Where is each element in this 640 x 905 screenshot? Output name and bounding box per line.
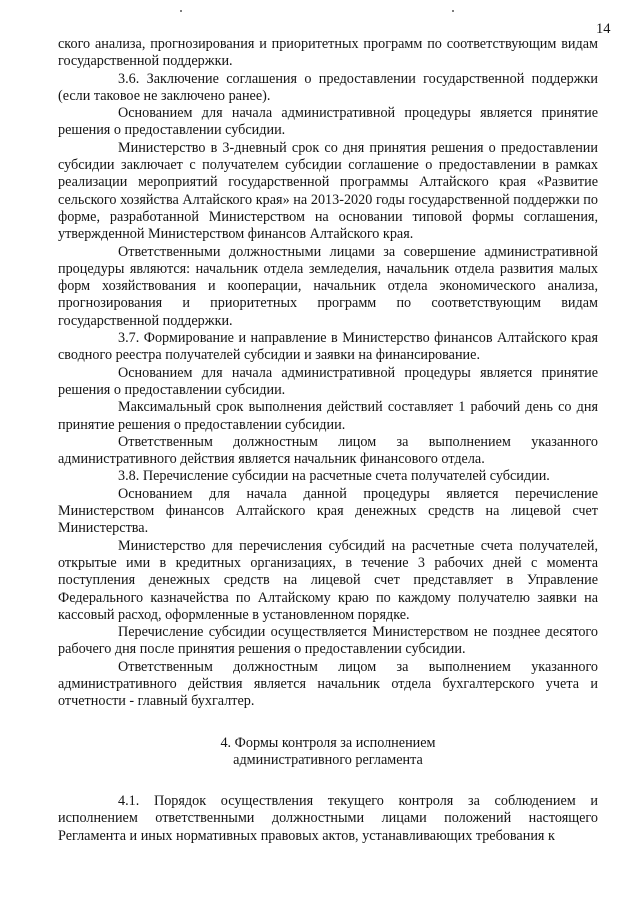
section-heading-line: административного регламента	[233, 751, 423, 768]
paragraph: Перечисление субсидии осуществляется Министерством не позднее десятого рабочего дня после принятия решения о предоставлении субсидии.	[58, 624, 598, 658]
paragraph: Основанием для начала данной процедуры является перечисление Министерством финансов Алтайского края денежных средств на лицевой счет Министерства.	[58, 485, 598, 537]
section-heading	[58, 735, 598, 770]
scan-dot	[180, 10, 182, 12]
page-number: 14	[596, 21, 611, 37]
scan-dot	[452, 10, 454, 12]
paragraph: 3.7. Формирование и направление в Министерство финансов Алтайского края сводного реестра получателей субсидии и заявки на финансирование.	[58, 330, 598, 364]
paragraph: Основанием для начала административной процедуры является принятие решения о предоставлении субсидии.	[58, 364, 598, 398]
section-heading-line: 4. Формы контроля за исполнением	[220, 734, 436, 751]
paragraph: Ответственным должностным лицом за выполнением указанного административного действия является начальник финансового отдела.	[58, 433, 598, 468]
paragraph: Ответственными должностными лицами за совершение административной процедуры являются: начальник отдела земледелия, начальник отдела развития малых форм хозяйствования и кооперации, начальник отдела экономического анализа, прогнозирования и приоритетных программ по соответствующим видам государственной поддержки.	[58, 243, 598, 329]
paragraph: Ответственным должностным лицом за выполнением указанного административного действия является начальник отдела бухгалтерского учета и отчетности - главный бухгалтер.	[58, 658, 598, 710]
paragraph: Министерство в 3-дневный срок со дня принятия решения о предоставлении субсидии заключает с получателем субсидии соглашение о предоставлении в рамках реализации мероприятий государственной программы Алтайского края «Развитие сельского хозяйства Алтайского края» на 2013-2020 годы государственной поддержки по форме, разработанной Министерством на основании типовой формы соглашения, утвержденной Министерством финансов Алтайского края.	[58, 139, 598, 243]
paragraph: ского анализа, прогнозирования и приоритетных программ по соответствующим видам государственной поддержки.	[58, 36, 598, 70]
paragraph: Министерство для перечисления субсидий на расчетные счета получателей, открытые ими в кредитных организациях, в течение 3 рабочих дней с момента поступления денежных средств на лицевой счет представляет в Управление Федерального казначейства по Алтайскому краю по каждому получателю заявки на кассовый расход, оформленные в установленном порядке.	[58, 537, 598, 623]
paragraph: 3.6. Заключение соглашения о предоставлении государственной поддержки (если таковое не заключено ранее).	[58, 70, 598, 104]
paragraph: 3.8. Перечисление субсидии на расчетные счета получателей субсидии.	[118, 468, 550, 485]
document-body	[58, 36, 598, 845]
paragraph: Максимальный срок выполнения действий составляет 1 рабочий день со дня принятие решения о предоставлении субсидии.	[58, 399, 598, 433]
paragraph: 4.1. Порядок осуществления текущего контроля за соблюдением и исполнением ответственными должностными лицами положений настоящего Регламента и иных нормативных правовых актов, устанавливающих требования к	[58, 793, 598, 844]
paragraph: Основанием для начала административной процедуры является принятие решения о предоставлении субсидии.	[58, 105, 598, 139]
